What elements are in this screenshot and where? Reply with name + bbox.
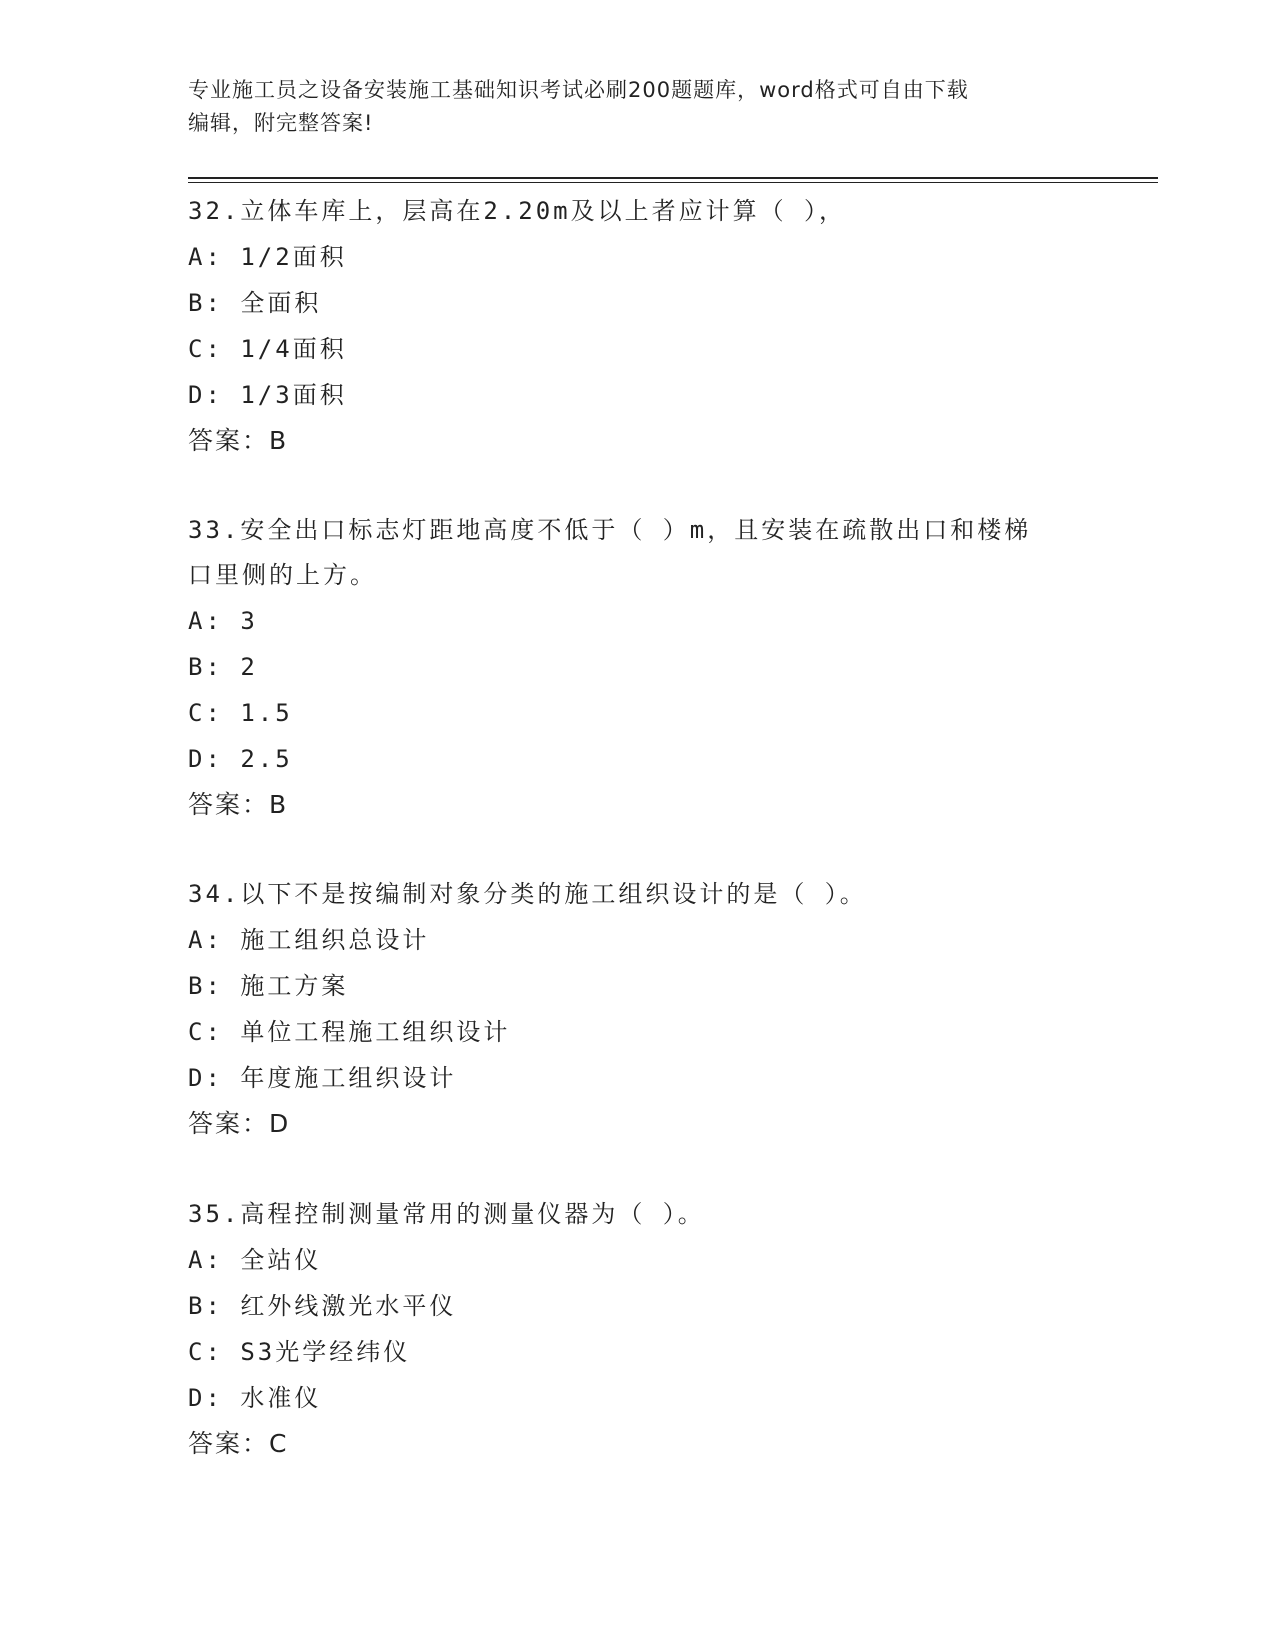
option-b: B: 施工方案 <box>188 972 349 1000</box>
option-a: A: 全站仪 <box>188 1246 322 1274</box>
option-a: A: 3 <box>188 607 258 635</box>
header-rule-bottom <box>188 182 1158 183</box>
option-b: B: 红外线激光水平仪 <box>188 1292 457 1320</box>
header-line-2: 编辑，附完整答案! <box>188 111 374 135</box>
question-34 <box>188 872 1088 1147</box>
document-header <box>188 74 1088 140</box>
option-c: C: 1.5 <box>188 699 293 727</box>
option-a: A: 施工组织总设计 <box>188 926 430 954</box>
question-stem: 32.立体车库上，层高在2.20m及以上者应计算（ ）， <box>188 197 847 225</box>
question-35 <box>188 1192 1088 1467</box>
option-c: C: 单位工程施工组织设计 <box>188 1018 511 1046</box>
answer: 答案：C <box>188 1429 289 1458</box>
option-c: C: S3光学经纬仪 <box>188 1338 411 1366</box>
option-b: B: 全面积 <box>188 289 322 317</box>
answer: 答案：D <box>188 1109 291 1138</box>
option-d: D: 年度施工组织设计 <box>188 1064 457 1092</box>
question-32 <box>188 189 1088 464</box>
question-33 <box>188 508 1088 828</box>
option-a: A: 1/2面积 <box>188 243 347 271</box>
option-c: C: 1/4面积 <box>188 335 347 363</box>
answer: 答案：B <box>188 790 289 819</box>
question-stem-continued: 口里侧的上方。 <box>188 561 377 589</box>
answer: 答案：B <box>188 426 289 455</box>
header-rule-top <box>188 177 1158 179</box>
option-d: D: 2.5 <box>188 745 293 773</box>
question-stem: 35.高程控制测量常用的测量仪器为（ ）。 <box>188 1200 705 1228</box>
question-stem: 34.以下不是按编制对象分类的施工组织设计的是（ ）。 <box>188 880 867 908</box>
header-line-1: 专业施工员之设备安装施工基础知识考试必刷200题题库，word格式可自由下载 <box>188 78 969 102</box>
option-b: B: 2 <box>188 653 258 681</box>
question-stem: 33.安全出口标志灯距地高度不低于（ ）m，且安装在疏散出口和楼梯 <box>188 516 1032 544</box>
option-d: D: 水准仪 <box>188 1384 322 1412</box>
option-d: D: 1/3面积 <box>188 381 347 409</box>
